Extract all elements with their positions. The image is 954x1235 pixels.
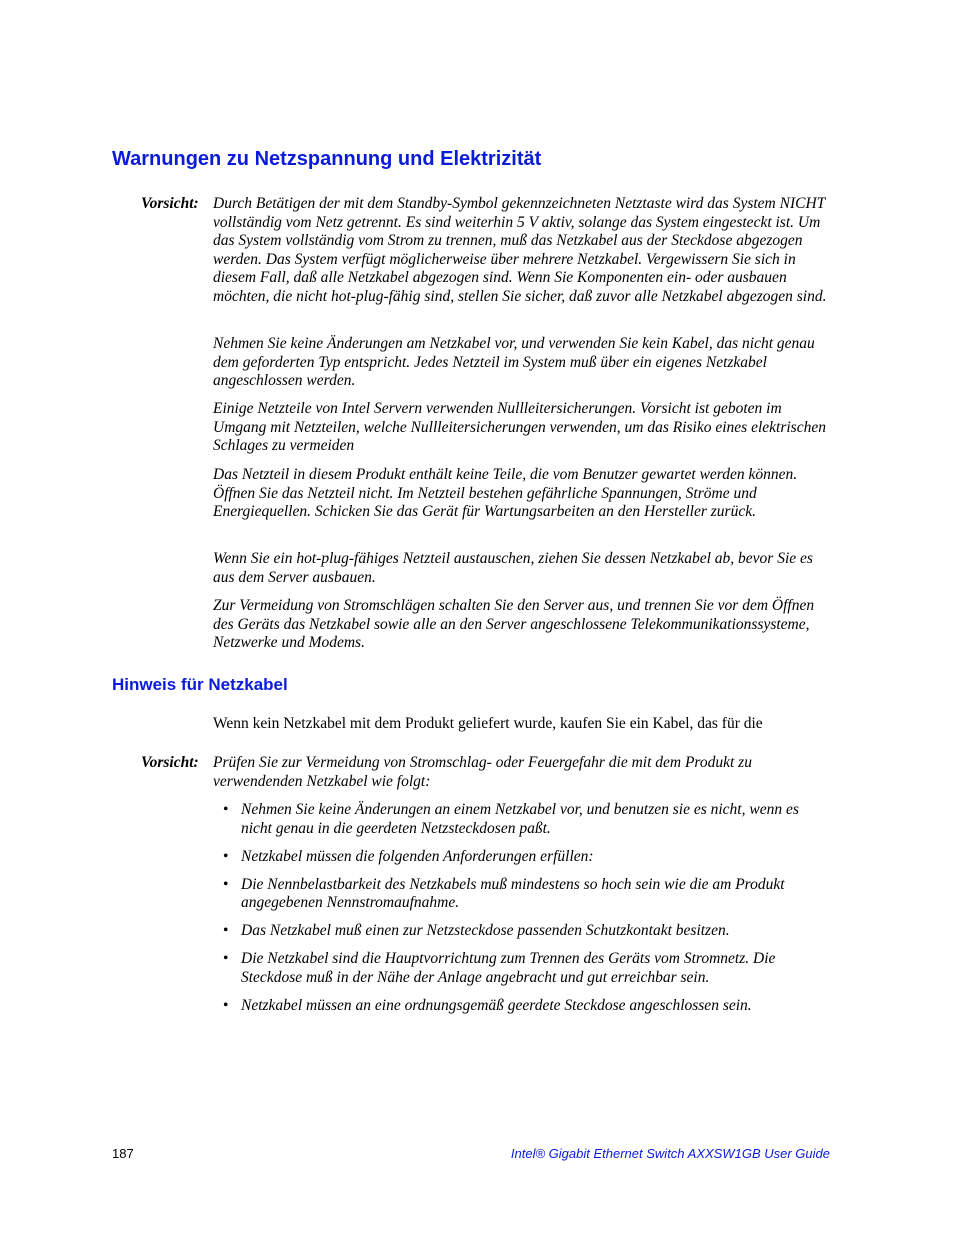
power-cord-requirements-list	[213, 801, 833, 1025]
list-item-text: Netzkabel müssen die folgenden Anforderungen erfüllen:	[241, 847, 594, 865]
bullet-icon: •	[223, 875, 229, 893]
bullet-icon: •	[223, 922, 229, 940]
warning-paragraph-shock-prevention: Zur Vermeidung von Stromschlägen schalten Sie den Server aus, und trennen Sie vor dem Öffnen des Geräts das Netzkabel sowie alle an den Server angeschlossene Telekommunikationssysteme, Netzwerke und Modems.	[213, 597, 815, 652]
list-item	[213, 922, 833, 941]
list-item	[213, 950, 833, 987]
list-item	[213, 876, 833, 913]
page-number: 187	[112, 1146, 134, 1161]
list-item-text: Die Netzkabel sind die Hauptvorrichtung zum Trennen des Geräts vom Stromnetz. Die Steckdose muß in der Nähe der Anlage angebracht und gut erreichbar sein.	[241, 950, 776, 986]
caution-text-power-cord: Prüfen Sie zur Vermeidung von Stromschlag- oder Feuergefahr die mit dem Produkt zu verwendenden Netzkabel wie folgt:	[213, 754, 752, 790]
caution-label-power-cord: Vorsicht:	[141, 754, 199, 771]
warning-paragraph-neutral-fuse: Einige Netzteile von Intel Servern verwenden Nullleitersicherungen. Vorsicht ist geboten im Umgang mit Netzteilen, welche Nullleitersicherungen verwenden, um das Risiko eines elektrischen Schlages zu vermeiden	[213, 400, 826, 455]
document-title-footer: Intel® Gigabit Ethernet Switch AXXSW1GB User Guide	[510, 1146, 830, 1161]
power-cord-body-text: Wenn kein Netzkabel mit dem Produkt geliefert wurde, kaufen Sie ein Kabel, das für die	[213, 715, 763, 732]
list-item-text: Netzkabel müssen an eine ordnungsgemäß geerdete Steckdose angeschlossen sein.	[241, 996, 752, 1014]
bullet-icon: •	[223, 996, 229, 1014]
warning-paragraph-hot-plug: Wenn Sie ein hot-plug-fähiges Netzteil austauschen, ziehen Sie dessen Netzkabel ab, bevor Sie es aus dem Server ausbauen.	[213, 550, 813, 586]
bullet-icon: •	[223, 847, 229, 865]
list-item	[213, 848, 833, 867]
caution-label: Vorsicht:	[141, 195, 199, 212]
list-item-text: Das Netzkabel muß einen zur Netzsteckdose passenden Schutzkontakt besitzen.	[241, 922, 730, 940]
list-item	[213, 997, 833, 1016]
warning-paragraph-standby: Durch Betätigen der mit dem Standby-Symbol gekennzeichneten Netztaste wird das System NICHT vollständig vom Netz getrennt. Es sind weiterhin 5 V aktiv, solange das System eingesteckt ist. Um das System vollständig vom Strom zu trennen, muß das Netzkabel aus der Steckdose abgezogen werden. Das System verfügt möglicherweise über mehrere Netzkabel. Vergewissern Sie sich in diesem Fall, daß alle Netzkabel abgezogen sind. Wenn Sie Komponenten ein- oder ausbauen möchten, die nicht hot-plug-fähig sind, stellen Sie sicher, daß zuvor alle Netzkabel abgezogen sind.	[213, 195, 827, 305]
section-heading-electrical-warnings: Warnungen zu Netzspannung und Elektrizität	[112, 148, 542, 170]
bullet-icon: •	[223, 801, 229, 818]
warning-paragraph-no-user-parts: Das Netzteil in diesem Produkt enthält keine Teile, die vom Benutzer gewartet werden können. Öffnen Sie das Netzteil nicht. Im Netzteil bestehen gefährliche Spannungen, Ströme und Energiequellen. Schicken Sie das Gerät für Wartungsarbeiten an den Hersteller zurück.	[213, 466, 798, 521]
bullet-icon: •	[223, 950, 229, 968]
section-heading-power-cord-notice: Hinweis für Netzkabel	[112, 675, 288, 694]
list-item-text: Die Nennbelastbarkeit des Netzkabels muß mindestens so hoch sein wie die am Produkt angegebenen Nennstromaufnahme.	[241, 875, 785, 912]
list-item-text: Nehmen Sie keine Änderungen an einem Netzkabel vor, und benutzen sie es nicht, wenn es nicht genau in die geerdeten Netzsteckdosen paßt.	[241, 801, 799, 837]
warning-paragraph-no-modification: Nehmen Sie keine Änderungen am Netzkabel vor, und verwenden Sie kein Kabel, das nicht genau dem geforderten Typ entspricht. Jedes Netzteil im System muß über ein eigenes Netzkabel angeschlossen werden.	[213, 335, 815, 390]
list-item	[213, 801, 833, 838]
